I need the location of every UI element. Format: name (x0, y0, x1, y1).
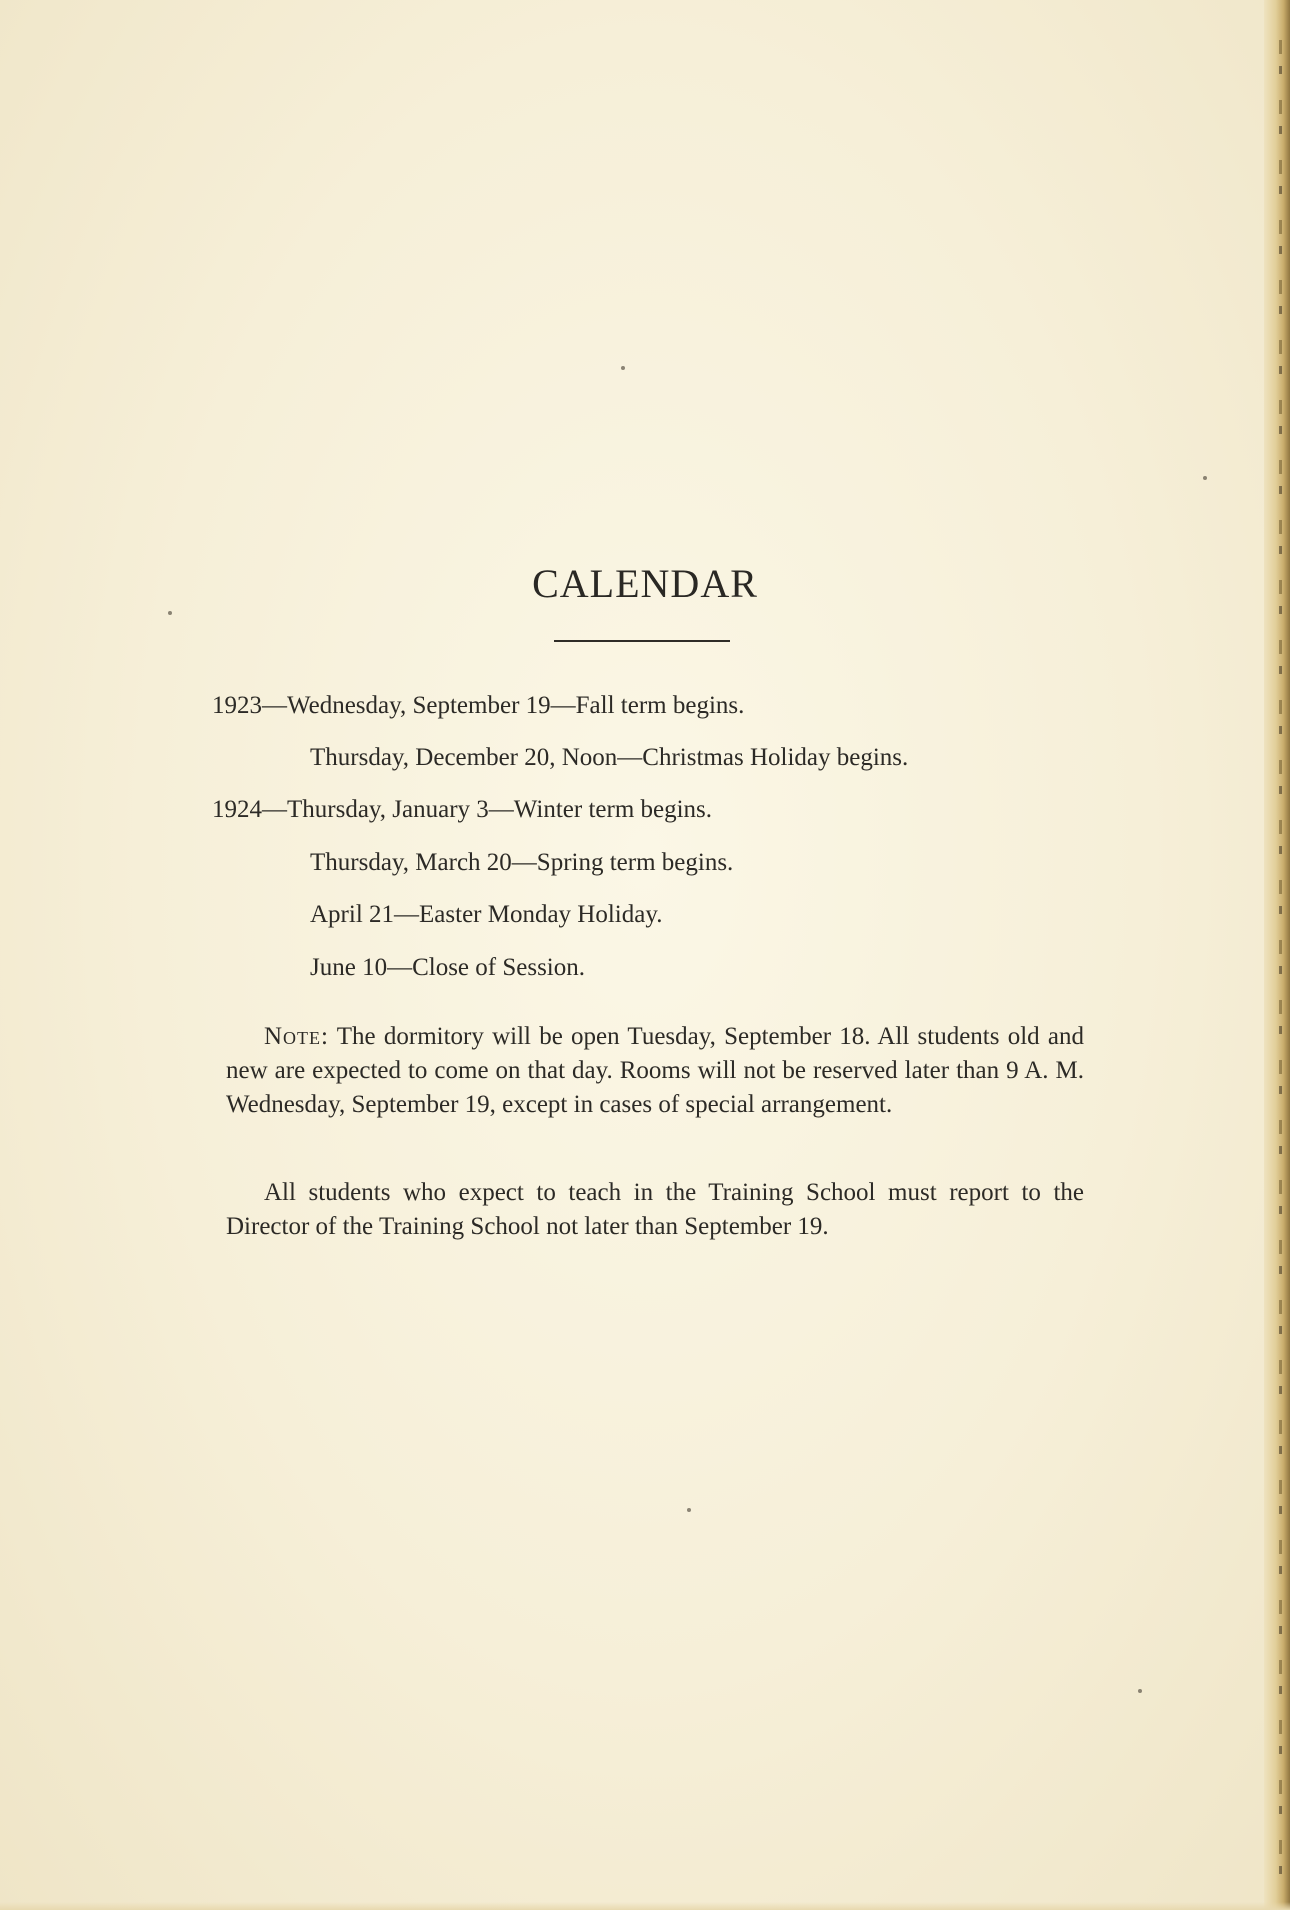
paper-speck (1138, 1689, 1142, 1693)
training-school-note (226, 1176, 1084, 1244)
paper-speck (621, 366, 625, 370)
calendar-entry: June 10—Close of Session. (310, 954, 585, 981)
calendar-entry: 1924—Thursday, January 3—Winter term begins. (212, 796, 713, 823)
binding-wear (1279, 40, 1282, 1880)
title-divider (554, 640, 730, 642)
page-title: CALENDAR (532, 561, 758, 606)
note-text: The dormitory will be open Tuesday, September 18. All students old and new are expected to come on that day. Rooms will not be reserved later than 9 A. M. Wednesday, September 19, except in cases of special arrangement. (226, 1023, 1084, 1118)
page-edge-bottom (0, 1902, 1290, 1910)
paper-speck (1203, 476, 1207, 480)
dormitory-note (226, 1020, 1084, 1122)
calendar-entry: Thursday, March 20—Spring term begins. (310, 849, 734, 876)
paper-speck (168, 611, 172, 615)
calendar-entry: Thursday, December 20, Noon—Christmas Holiday begins. (310, 744, 909, 771)
page-edge-right (1264, 0, 1290, 1910)
note-label: Note: (264, 1023, 329, 1050)
paper-speck (687, 1508, 691, 1512)
calendar-entry: 1923—Wednesday, September 19—Fall term begins. (212, 692, 745, 719)
training-school-paragraph: All students who expect to teach in the Training School must report to the Director of the Training School not later than September 19. (226, 1179, 1084, 1240)
calendar-entry: April 21—Easter Monday Holiday. (310, 901, 663, 928)
dormitory-note-paragraph (226, 1020, 1084, 1122)
